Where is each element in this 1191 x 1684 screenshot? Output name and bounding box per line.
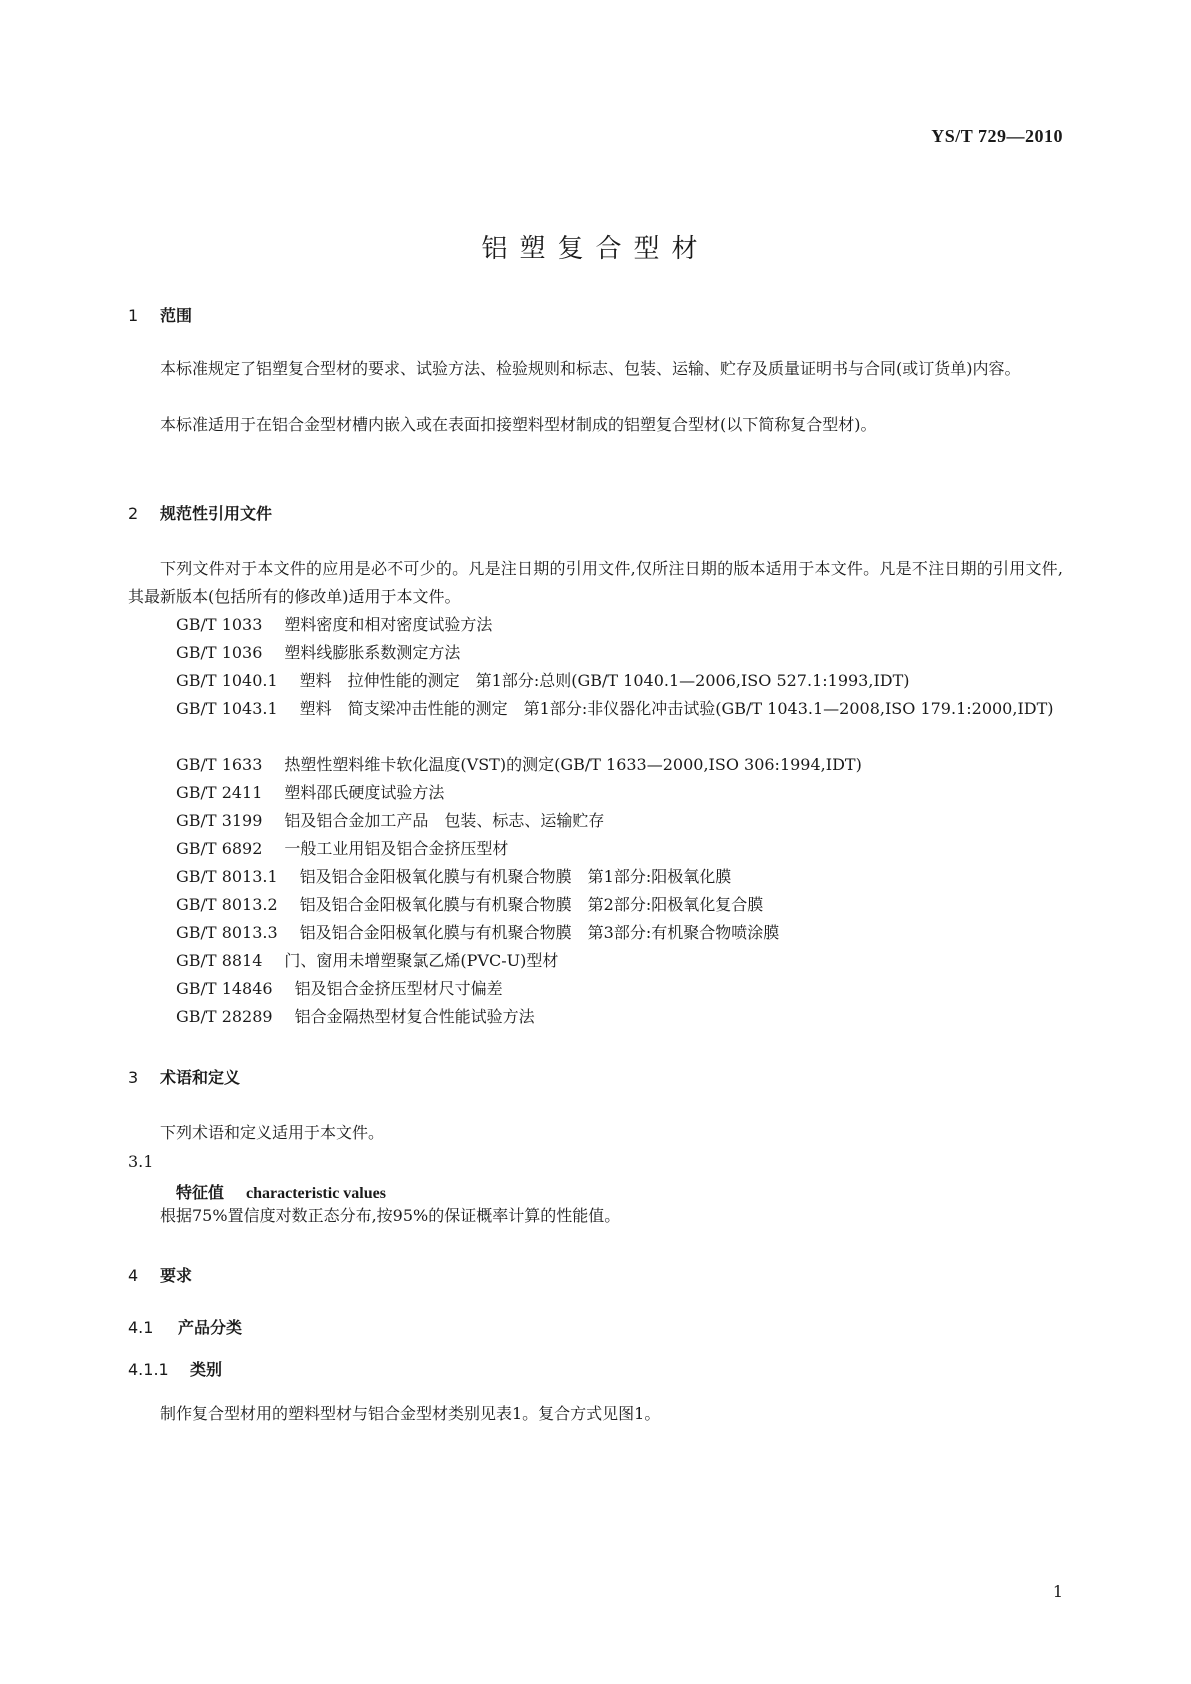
- section-2-heading: [128, 501, 272, 524]
- reference-item: [128, 1003, 1063, 1031]
- reference-item: [128, 695, 1063, 723]
- reference-title: 铝及铝合金阳极氧化膜与有机聚合物膜 第3部分:有机聚合物喷涂膜: [299, 923, 780, 942]
- reference-title: 铝及铝合金挤压型材尺寸偏差: [294, 979, 503, 998]
- reference-item: [128, 919, 1063, 947]
- reference-title: 热塑性塑料维卡软化温度(VST)的测定(GB/T 1633—2000,ISO 306:1994,IDT): [284, 755, 862, 774]
- section-3-intro: 下列术语和定义适用于本文件。: [160, 1123, 385, 1142]
- section-title: 要求: [160, 1266, 193, 1285]
- section-1-paragraph-2: 本标准适用于在铝合金型材槽内嵌入或在表面扣接塑料型材制成的铝塑复合型材(以下简称复合型材)。: [160, 415, 877, 434]
- reference-code: GB/T 1036: [176, 643, 263, 662]
- reference-title: 铝及铝合金阳极氧化膜与有机聚合物膜 第2部分:阳极氧化复合膜: [299, 895, 764, 914]
- subsection-number: 4.1: [128, 1318, 154, 1337]
- term-chinese: 特征值: [176, 1183, 225, 1202]
- reference-code: GB/T 8013.3: [176, 923, 278, 942]
- reference-code: GB/T 8013.1: [176, 867, 278, 886]
- reference-title: 门、窗用未增塑聚氯乙烯(PVC-U)型材: [284, 951, 559, 970]
- reference-title: 铝合金隔热型材复合性能试验方法: [294, 1007, 535, 1026]
- reference-code: GB/T 1043.1: [176, 699, 278, 718]
- section-number: 3: [128, 1068, 139, 1087]
- subsection-title: 类别: [190, 1360, 223, 1379]
- reference-item: [128, 975, 1063, 1003]
- clause-number: 3.1: [128, 1152, 154, 1171]
- reference-code: GB/T 8013.2: [176, 895, 278, 914]
- reference-code: GB/T 8814: [176, 951, 263, 970]
- reference-code: GB/T 3199: [176, 811, 263, 830]
- reference-code: GB/T 1033: [176, 615, 263, 634]
- reference-code: GB/T 28289: [176, 1007, 273, 1026]
- section-1-paragraph-1: 本标准规定了铝塑复合型材的要求、试验方法、检验规则和标志、包装、运输、贮存及质量证明书与合同(或订货单)内容。: [160, 359, 1021, 378]
- reference-item: [128, 779, 1063, 807]
- term-english: characteristic values: [246, 1185, 386, 1202]
- term-entry: [176, 1180, 386, 1203]
- subsection-4-1-1-heading: [128, 1357, 222, 1380]
- subsection-number: 4.1.1: [128, 1360, 169, 1379]
- reference-title: 一般工业用铝及铝合金挤压型材: [284, 839, 509, 858]
- reference-item: [128, 639, 1063, 667]
- reference-item: [128, 835, 1063, 863]
- term-definition: 根据75%置信度对数正态分布,按95%的保证概率计算的性能值。: [160, 1206, 621, 1225]
- section-4-text: 制作复合型材用的塑料型材与铝合金型材类别见表1。复合方式见图1。: [160, 1404, 661, 1423]
- section-4-heading: [128, 1263, 192, 1286]
- reference-code: GB/T 1040.1: [176, 671, 278, 690]
- reference-item: [128, 947, 1063, 975]
- section-1-heading: [128, 303, 192, 326]
- section-number: 1: [128, 306, 139, 325]
- section-title: 范围: [160, 306, 193, 325]
- reference-title: 塑料密度和相对密度试验方法: [284, 615, 493, 634]
- reference-code: GB/T 2411: [176, 783, 263, 802]
- reference-title: 塑料 简支梁冲击性能的测定 第1部分:非仪器化冲击试验(GB/T 1043.1—2008,ISO 179.1:2000,IDT): [299, 699, 1054, 718]
- reference-item: [128, 807, 1063, 835]
- reference-item: [128, 751, 1063, 779]
- reference-title: 塑料邵氏硬度试验方法: [284, 783, 445, 802]
- section-2-intro: 下列文件对于本文件的应用是必不可少的。凡是注日期的引用文件,仅所注日期的版本适用于本文件。凡是不注日期的引用文件,其最新版本(包括所有的修改单)适用于本文件。: [128, 559, 1063, 606]
- reference-code: GB/T 1633: [176, 755, 263, 774]
- section-3-heading: [128, 1065, 240, 1088]
- reference-item: [128, 667, 1063, 695]
- section-title: 术语和定义: [160, 1068, 241, 1087]
- section-number: 2: [128, 504, 139, 523]
- reference-title: 塑料线膨胀系数测定方法: [284, 643, 461, 662]
- reference-title: 铝及铝合金加工产品 包装、标志、运输贮存: [284, 811, 605, 830]
- reference-item: [128, 863, 1063, 891]
- section-title: 规范性引用文件: [160, 504, 273, 523]
- subsection-title: 产品分类: [178, 1318, 243, 1337]
- page-number: 1: [1052, 1582, 1063, 1601]
- reference-code: GB/T 6892: [176, 839, 263, 858]
- reference-title: 塑料 拉伸性能的测定 第1部分:总则(GB/T 1040.1—2006,ISO 527.1:1993,IDT): [299, 671, 910, 690]
- reference-item: [128, 611, 1063, 639]
- standard-number: YS/T 729—2010: [931, 126, 1063, 146]
- reference-title: 铝及铝合金阳极氧化膜与有机聚合物膜 第1部分:阳极氧化膜: [299, 867, 732, 886]
- reference-item: [128, 891, 1063, 919]
- document-title: 铝塑复合型材: [481, 234, 710, 264]
- section-number: 4: [128, 1266, 139, 1285]
- subsection-4-1-heading: [128, 1315, 242, 1338]
- reference-code: GB/T 14846: [176, 979, 273, 998]
